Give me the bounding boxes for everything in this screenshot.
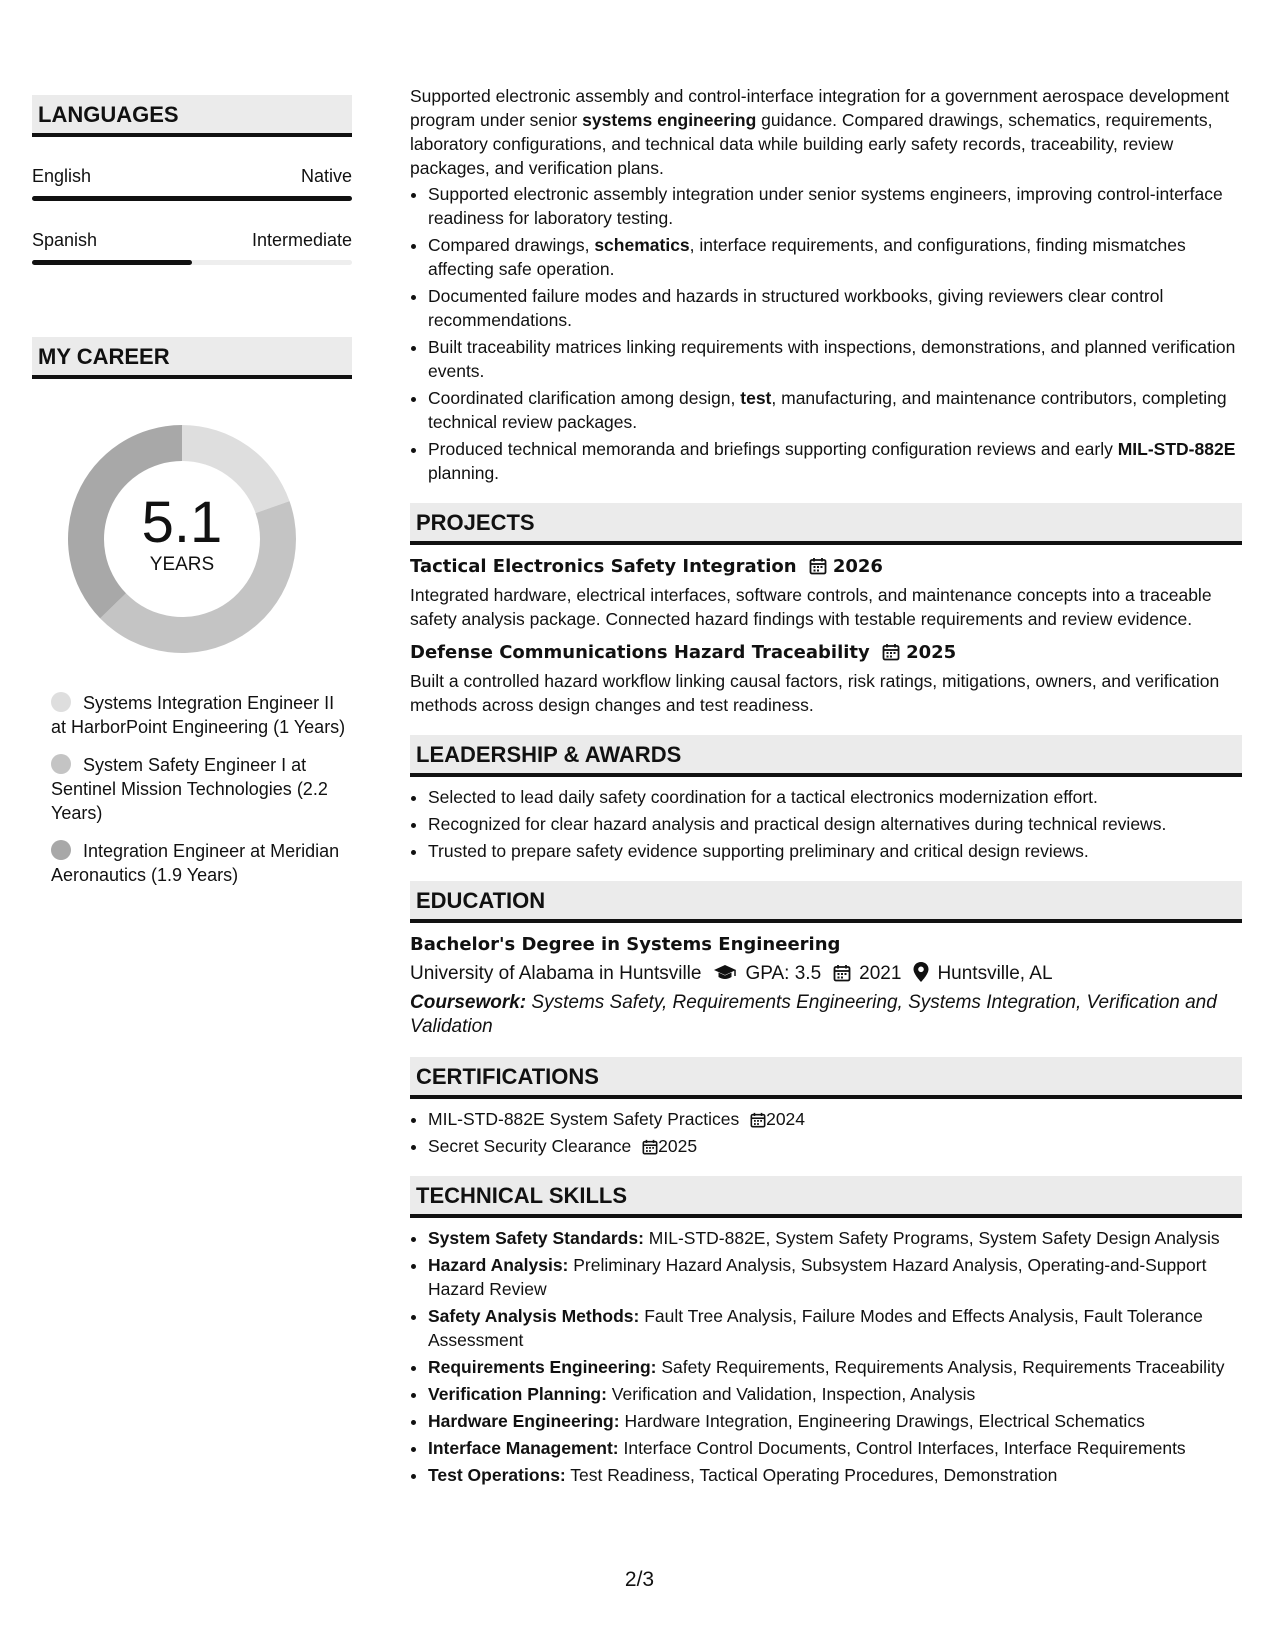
certification-year: 2024 [766, 1109, 806, 1129]
bullet-text: , interface requirements, and configurations, finding mismatches affecting safe operation. [428, 235, 1186, 279]
summary-text: Supported electronic assembly and control-interface integration for a government aerospace development program under senior [410, 86, 1230, 130]
skill-label: Hazard Analysis: [428, 1255, 569, 1275]
skill-item [428, 1382, 1242, 1406]
skill-values: Fault Tree Analysis, Failure Modes and Effects Analysis, Fault Tolerance Assessment [428, 1306, 1203, 1350]
career-donut-chart [66, 423, 298, 655]
career-total-years: 5.1 [141, 490, 223, 555]
sidebar [32, 95, 352, 901]
skill-values: Verification and Validation, Inspection, Analysis [606, 1384, 976, 1404]
certifications-list [410, 1107, 1242, 1158]
skill-item [428, 1253, 1242, 1301]
experience-bullet [428, 386, 1242, 434]
skill-label: System Safety Standards: [428, 1228, 644, 1248]
coursework-label: Coursework: [410, 992, 527, 1013]
language-item [32, 165, 352, 201]
leadership-heading: LEADERSHIP & AWARDS [410, 735, 1242, 777]
degree-title: Bachelor's Degree in Systems Engineering [410, 934, 841, 955]
projects-heading: PROJECTS [410, 503, 1242, 545]
language-level: Native [300, 166, 352, 186]
bullet-bold: MIL-STD-882E [1117, 439, 1236, 459]
education-location: Huntsville, AL [937, 963, 1053, 984]
bullet-text: Coordinated clarification among design, [428, 388, 741, 408]
certification-item [428, 1107, 1242, 1131]
certification-name: Secret Security Clearance [428, 1136, 632, 1156]
leadership-list [410, 785, 1242, 863]
skill-values: Hardware Integration, Engineering Drawings, Electrical Schematics [619, 1411, 1145, 1431]
legend-dot [51, 692, 71, 712]
experience-bullet: • Supported electronic assembly integration under senior systems engineers, improving control-interface readiness for laboratory testing. [428, 182, 1242, 230]
skill-values: Test Readiness, Tactical Operating Procedures, Demonstration [565, 1465, 1058, 1485]
skill-label: Hardware Engineering: [428, 1411, 620, 1431]
legend-dot [51, 840, 71, 860]
project-item [410, 641, 1242, 717]
experience-bullet [428, 437, 1242, 485]
career-job-text: Systems Integration Engineer II at HarborPoint Engineering (1 Years) [51, 693, 346, 737]
skill-label: Interface Management: [428, 1438, 619, 1458]
language-bar [32, 260, 352, 265]
skill-values: Preliminary Hazard Analysis, Subsystem Hazard Analysis, Operating-and-Support Hazard Review [428, 1255, 1207, 1299]
skill-item [428, 1355, 1242, 1379]
skill-item [428, 1304, 1242, 1352]
project-description: Integrated hardware, electrical interfaces, software controls, and maintenance concepts into a traceable safety analysis package. Connected hazard findings with testable requirements and review evidence. [410, 585, 1212, 629]
career-heading: MY CAREER [32, 337, 352, 379]
certification-item [428, 1134, 1242, 1158]
education-details [410, 961, 1242, 987]
coursework [410, 991, 1242, 1039]
calendar-icon [809, 556, 827, 577]
language-level: Intermediate [251, 230, 352, 250]
career-legend-item [51, 839, 352, 887]
language-bar-fill [32, 196, 352, 201]
bullet-bold: test [740, 388, 772, 408]
graduation-year: 2021 [859, 963, 902, 984]
experience-bullet: • Documented failure modes and hazards in structured workbooks, giving reviewers clear control recommendations. [428, 284, 1242, 332]
certification-year: 2025 [658, 1136, 698, 1156]
calendar-icon [833, 963, 851, 984]
skills-heading: TECHNICAL SKILLS [410, 1176, 1242, 1218]
skill-item [428, 1436, 1242, 1460]
skill-values: Safety Requirements, Requirements Analysis, Requirements Traceability [656, 1357, 1225, 1377]
skill-label: Requirements Engineering: [428, 1357, 657, 1377]
certification-name: MIL-STD-882E System Safety Practices [428, 1109, 740, 1129]
page-number-text: 2/3 [624, 1568, 655, 1591]
gpa: GPA: 3.5 [745, 963, 822, 984]
skill-values: MIL-STD-882E, System Safety Programs, System Safety Design Analysis [643, 1228, 1220, 1248]
legend-dot [51, 754, 71, 774]
bullet-text: Compared drawings, [428, 235, 595, 255]
skill-item [428, 1409, 1242, 1433]
language-name: Spanish [32, 230, 98, 250]
summary-text: guidance. Compared drawings, schematics, requirements, laboratory configurations, and technical data while building early safety records, traceability, review packages, and verification plans. [410, 110, 1213, 178]
school-name: University of Alabama in Huntsville [410, 963, 702, 984]
languages-heading: LANGUAGES [32, 95, 352, 137]
language-bar [32, 196, 352, 201]
graduation-cap-icon [713, 963, 737, 984]
bullet-text: Produced technical memoranda and briefings supporting configuration reviews and early [428, 439, 1118, 459]
language-item [32, 229, 352, 265]
experience-bullet [428, 233, 1242, 281]
career-legend [51, 691, 352, 887]
project-name: Tactical Electronics Safety Integration [410, 556, 797, 577]
project-name: Defense Communications Hazard Traceability [410, 642, 870, 663]
calendar-icon [642, 1136, 658, 1156]
skill-label: Safety Analysis Methods: [428, 1306, 640, 1326]
calendar-icon [750, 1109, 766, 1129]
skill-label: Test Operations: [428, 1465, 566, 1485]
calendar-icon [882, 642, 900, 663]
bullet-text: , manufacturing, and maintenance contributors, completing technical review packages. [428, 388, 1227, 432]
leadership-item: • Trusted to prepare safety evidence supporting preliminary and critical design reviews. [428, 839, 1242, 863]
career-legend-item [51, 753, 352, 825]
coursework-list: Systems Safety, Requirements Engineering, Systems Integration, Verification and Validation [410, 992, 1217, 1037]
education-heading: EDUCATION [410, 881, 1242, 923]
career-job-text: Integration Engineer at Meridian Aeronautics (1.9 Years) [51, 841, 340, 885]
certifications-heading: CERTIFICATIONS [410, 1057, 1242, 1099]
skill-item [428, 1463, 1242, 1487]
project-year: 2025 [906, 642, 957, 663]
skill-values: Interface Control Documents, Control Interfaces, Interface Requirements [618, 1438, 1186, 1458]
experience-bullet: • Built traceability matrices linking requirements with inspections, demonstrations, and planned verification events. [428, 335, 1242, 383]
summary-bold: systems engineering [582, 110, 757, 130]
skill-label: Verification Planning: [428, 1384, 607, 1404]
project-year: 2026 [832, 556, 883, 577]
location-pin-icon [913, 963, 929, 984]
bullet-bold: schematics [594, 235, 690, 255]
bullet-text: planning. [428, 463, 500, 483]
career-job-text: System Safety Engineer I at Sentinel Mission Technologies (2.2 Years) [51, 755, 328, 823]
language-bar-fill [32, 260, 192, 265]
leadership-item: • Selected to lead daily safety coordination for a tactical electronics modernization effort. [428, 785, 1242, 809]
page-number [0, 1568, 1275, 1592]
project-item [410, 555, 1242, 631]
career-years-label: YEARS [149, 554, 215, 575]
main-content [410, 84, 1242, 1490]
career-legend-item [51, 691, 352, 739]
skills-list [410, 1226, 1242, 1487]
experience-summary [410, 84, 1242, 180]
leadership-item: • Recognized for clear hazard analysis and practical design alternatives during technical reviews. [428, 812, 1242, 836]
experience-bullets [410, 182, 1242, 485]
language-name: English [32, 166, 92, 186]
project-description: Built a controlled hazard workflow linking causal factors, risk ratings, mitigations, owners, and verification methods across design changes and test readiness. [410, 671, 1220, 715]
skill-item [428, 1226, 1242, 1250]
